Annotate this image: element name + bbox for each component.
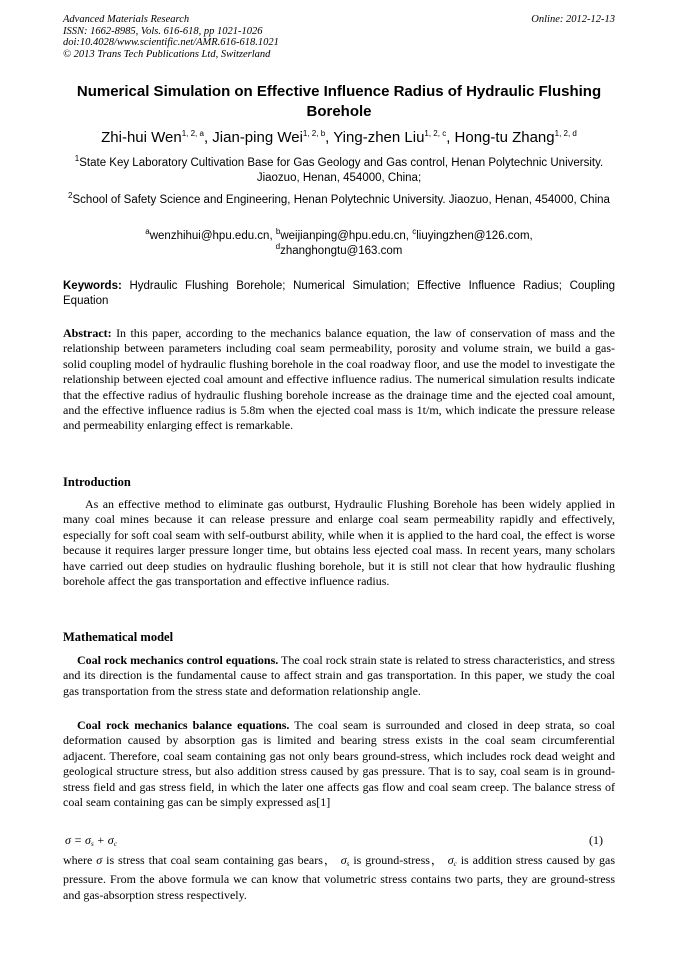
author-name: Hong-tu Zhang xyxy=(454,129,555,146)
author-name: Jian-ping Wei xyxy=(212,129,303,146)
journal-header xyxy=(63,14,615,60)
affiliation-2: $^2$School of Safety Science and Engineering, Henan Polytechnic University. Jiaozuo, Henan, 454000, China xyxy=(68,191,610,206)
author-name: Ying-zhen Liu xyxy=(333,129,425,146)
author-name: Zhi-hui Wen xyxy=(101,129,182,146)
equation-number: (1) xyxy=(589,833,603,847)
model-paragraph-2: Coal rock mechanics balance equations. The coal seam is surrounded and closed in deep strata, so coal deformation caused by absorption gas is limited and bearing stress exists in the coal seam circumferential adjacent. Therefore, coal seam containing gas not only bears ground-stress, which includes rock dead weight and geological structure stress, but also addition stress caused by gas pressure. That is to say, coal seam is in ground-stress field and gas stress field, in which the later one affects gas flow and coal seam creep. The balance stress of coal seam containing gas can be simply expressed as[1] xyxy=(63,718,615,810)
affiliation-1: $^1$State Key Laboratory Cultivation Base for Gas Geology and Gas control, Henan Polytechnic University. Jiaozuo, Henan, 454000, China; xyxy=(74,154,604,184)
keywords xyxy=(63,279,615,309)
email-b: weijianping@hpu.edu.cn, xyxy=(280,230,409,242)
mathematical-model-heading: Mathematical model xyxy=(63,630,174,644)
doi-line: doi:10.4028/www.scientific.net/AMR.616-618.1021 xyxy=(63,37,279,48)
keywords-text: Hydraulic Flushing Borehole; Numerical Simulation; Effective Influence Radius; Coupling Equation xyxy=(63,280,615,307)
email-d: zhanghongtu@163.com xyxy=(280,245,403,257)
author-affiliation-mark: 1, 2, c xyxy=(424,129,447,138)
paper-title: Numerical Simulation on Effective Influence Radius of Hydraulic Flushing Borehole xyxy=(76,83,602,120)
equation-1 xyxy=(63,833,615,849)
copyright-line: © 2013 Trans Tech Publications Ltd, Switzerland xyxy=(63,48,271,60)
paragraph-1-label: Coal rock mechanics control equations. xyxy=(77,653,279,667)
paragraph-2-label: Coal rock mechanics balance equations. xyxy=(77,718,290,732)
author-affiliation-mark: 1, 2, a xyxy=(181,129,204,138)
model-paragraph-1: Coal rock mechanics control equations. The coal rock strain state is related to stress characteristics, and stress and its direction is the fundamental cause to affect strain and gas transportation. In this paper, we study the coal gas transportation from the stress state and deformation relationship angle. xyxy=(63,653,615,698)
abstract-text: In this paper, according to the mechanics balance equation, the law of conservation of mass and the relationship between parameters including coal seam permeability, porosity and volume strain, we build a gas-solid coupling model of hydraulic flushing borehole in the coal roadway floor, and use the model to investigate the relationship between ejected coal amount and effective influence radius. The numerical simulation results indicate that the effective radius of hydraulic flushing borehole increase as the drainage time and the ejected coal amount, and the effective influence radius is 5.8m when the ejected coal mass is 1t/m, which indicate the pressure release and permeability enlarging effect is remarkable. xyxy=(63,326,616,433)
email-c: liuyingzhen@126.com, xyxy=(416,230,533,242)
abstract xyxy=(63,326,615,434)
author-affiliation-mark: 1, 2, d xyxy=(554,129,577,138)
email-a: wenzhihui@hpu.edu.cn, xyxy=(149,230,273,242)
keywords-label: Keywords: xyxy=(63,280,122,292)
model-paragraph-3: where σ is stress that coal seam containing gas bears， $\sigma_s$ is ground-stress， $\sigma_c$ is addition stress caused by gas pressure. From the above formula we can know that volumetric stress contains two parts, they are ground-stress and gas-absorption stress respectively. xyxy=(63,853,616,902)
equation-formula: $\sigma = \sigma_s + \sigma_c$ xyxy=(65,833,117,848)
abstract-label: Abstract: xyxy=(63,326,112,340)
author-affiliation-mark: 1, 2, b xyxy=(302,129,326,138)
author-list: Zhi-hui Wen$^{1, 2, a}$, Jian-ping Wei$^{1, 2, b}$, Ying-zhen Liu$^{1, 2, c}$, Hong-tu Zhang$^{1, 2, d}$ xyxy=(101,129,577,146)
journal-name: Advanced Materials Research xyxy=(63,14,190,25)
introduction-text: As an effective method to eliminate gas outburst, Hydraulic Flushing Borehole has been widely applied in many coal mines because it can release pressure and enlarge coal seam permeability rapidly and effectively, especially for soft coal seam with self-outburst ability, while when it is applied to the hard coal, the effect is worse because it requires larger pressure longer time, but obtains less ejected coal mass. In recent years, many scholars have carried out deep studies on hydraulic flushing borehole, but it is still not clear that how hydraulic flushing borehole affect the gas transportation and effective influence radius. xyxy=(63,497,615,589)
issn-line: ISSN: 1662-8985, Vols. 616-618, pp 1021-1026 xyxy=(63,25,263,37)
email-list: $^a$wenzhihui@hpu.edu.cn, $^b$weijianping@hpu.edu.cn, $^c$liuyingzhen@126.com, $^d$zhanghongtu@163.com xyxy=(145,227,533,257)
online-date: Online: 2012-12-13 xyxy=(531,14,615,25)
introduction-heading: Introduction xyxy=(63,475,131,489)
